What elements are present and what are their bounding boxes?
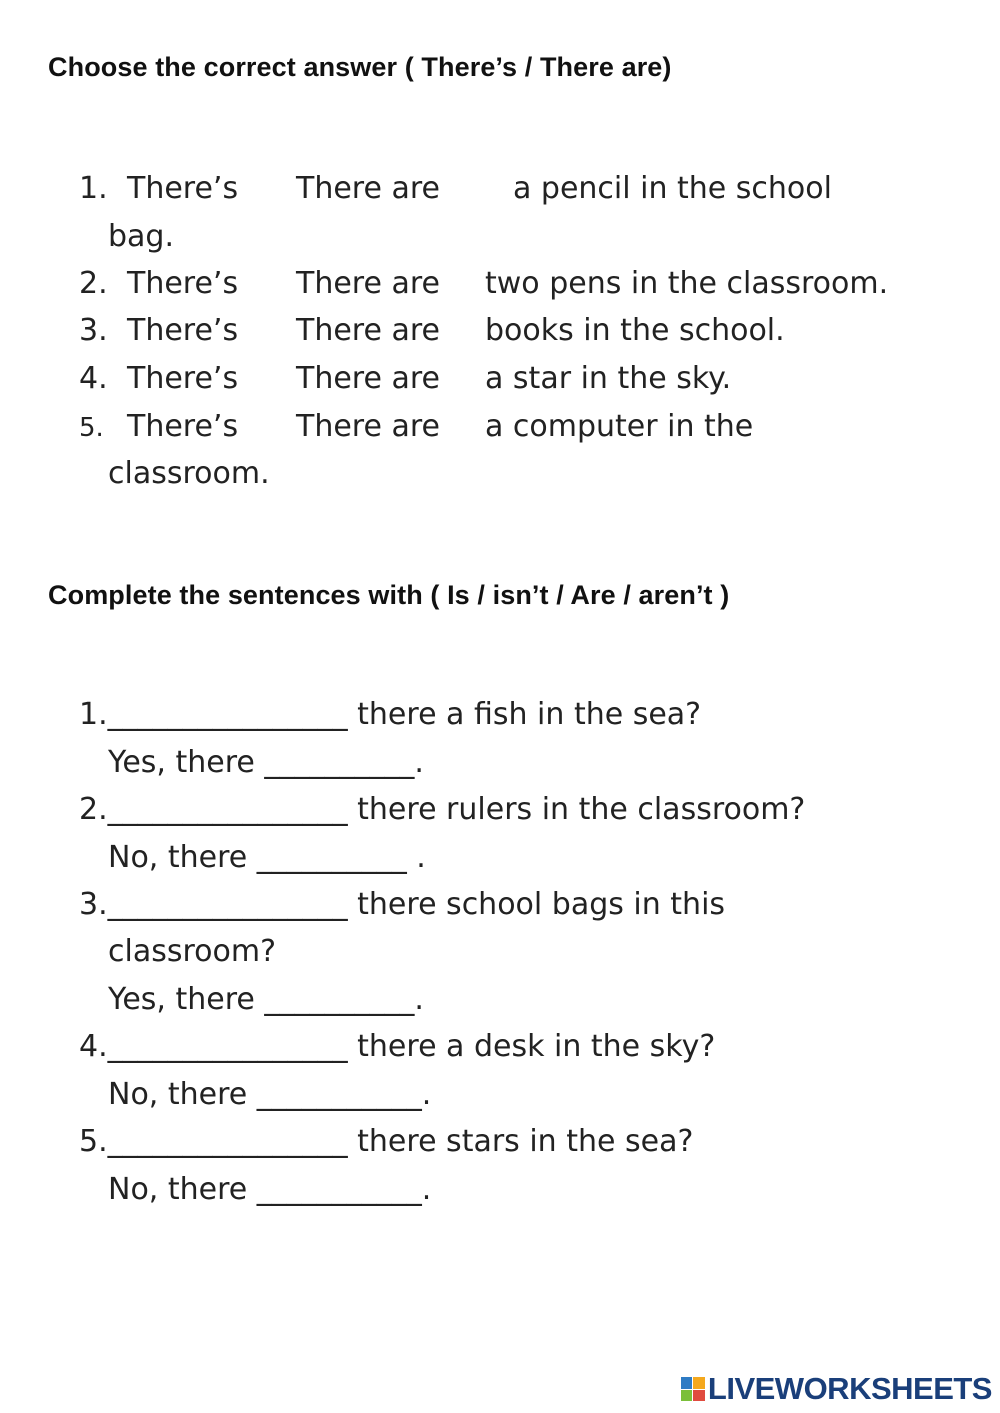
liveworksheets-logo-icon — [681, 1377, 705, 1401]
section2-heading: Complete the sentences with ( Is / isn’t / Are / aren’t ) — [48, 580, 730, 610]
question3-line[interactable]: 3.________________ there school bags in this — [79, 887, 726, 922]
question5-line[interactable]: 5.________________ there stars in the sea? — [79, 1124, 694, 1159]
answer2-line[interactable]: No, there __________ . — [108, 840, 426, 875]
item5-number: 5. — [79, 413, 104, 443]
item3-option-there-are[interactable]: There are — [296, 313, 440, 348]
item2-option-there-are[interactable]: There are — [296, 266, 440, 301]
item3-text: books in the school. — [485, 313, 785, 348]
section1-heading: Choose the correct answer ( There’s / There are) — [48, 52, 672, 82]
item2-text: two pens in the classroom. — [485, 266, 889, 301]
question1-line[interactable]: 1.________________ there a fish in the sea? — [79, 697, 702, 732]
item4-option-theres[interactable]: There’s — [127, 361, 239, 396]
answer1-line[interactable]: Yes, there __________. — [108, 745, 424, 780]
item3-option-theres[interactable]: There’s — [127, 313, 239, 348]
item1-text-continued: bag. — [108, 219, 175, 254]
item1-option-theres[interactable]: There’s — [127, 171, 239, 206]
item4-option-there-are[interactable]: There are — [296, 361, 440, 396]
item5-option-there-are[interactable]: There are — [296, 409, 440, 444]
item1-text: a pencil in the school — [513, 171, 832, 206]
question4-line[interactable]: 4.________________ there a desk in the sky? — [79, 1029, 716, 1064]
item2-number: 2. — [79, 266, 108, 301]
item1-number: 1. — [79, 171, 108, 206]
item2-option-theres[interactable]: There’s — [127, 266, 239, 301]
item5-option-theres[interactable]: There’s — [127, 409, 239, 444]
question3-line-continued: classroom? — [108, 934, 277, 969]
item4-text: a star in the sky. — [485, 361, 732, 396]
answer3-line[interactable]: Yes, there __________. — [108, 982, 424, 1017]
question2-line[interactable]: 2.________________ there rulers in the classroom? — [79, 792, 806, 827]
item3-number: 3. — [79, 313, 108, 348]
item5-text: a computer in the — [485, 409, 754, 444]
answer4-line[interactable]: No, there ___________. — [108, 1077, 432, 1112]
item5-text-continued: classroom. — [108, 456, 270, 491]
brand-text: LIVEWORKSHEETS — [707, 1371, 992, 1406]
liveworksheets-brand — [681, 1371, 992, 1407]
item4-number: 4. — [79, 361, 108, 396]
answer5-line[interactable]: No, there ___________. — [108, 1172, 432, 1207]
item1-option-there-are[interactable]: There are — [296, 171, 440, 206]
